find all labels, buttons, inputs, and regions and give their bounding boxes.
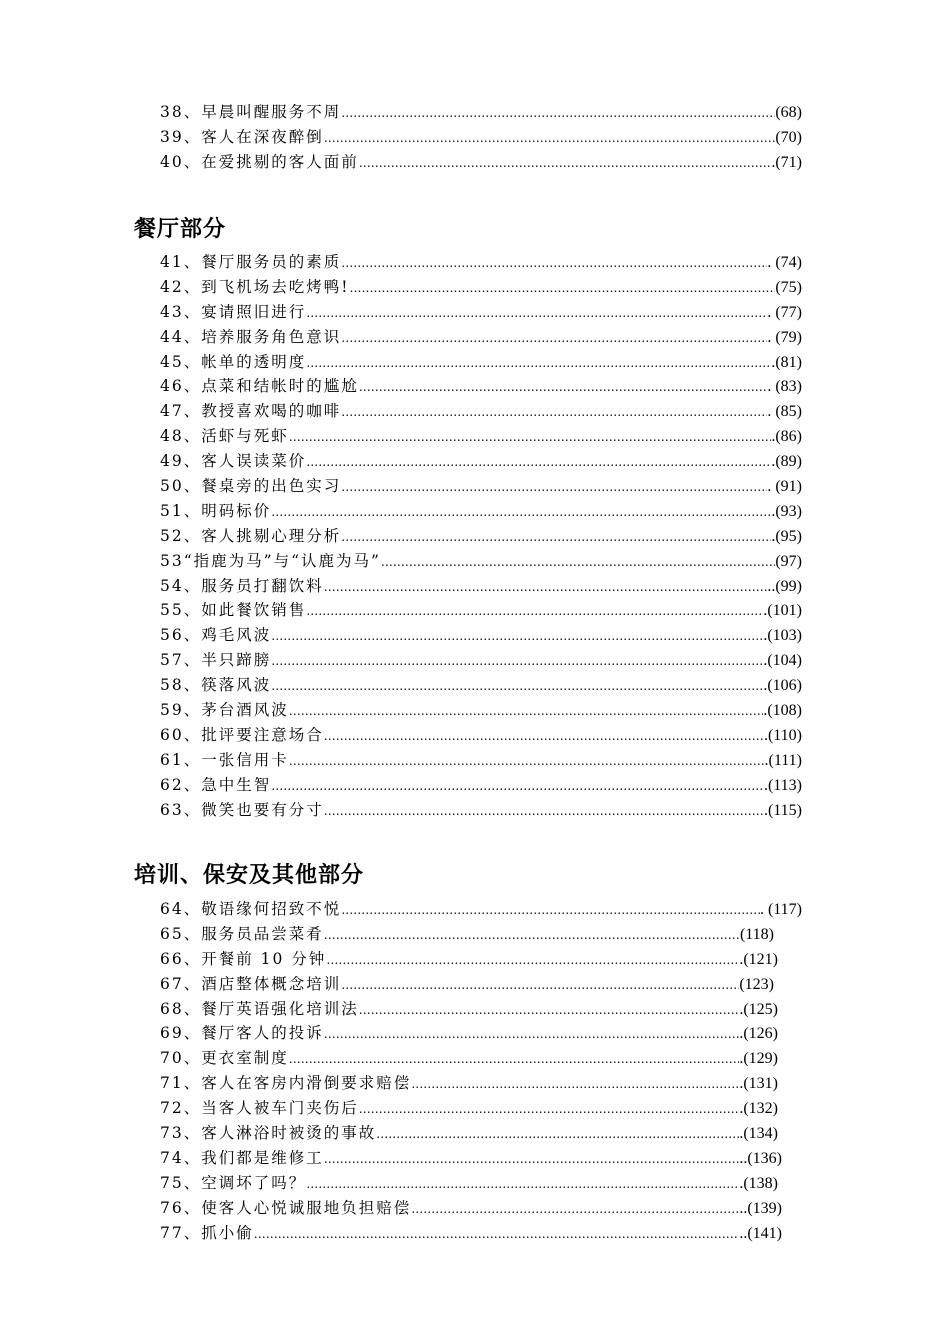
toc-entry xyxy=(160,424,802,449)
toc-entry-page: . (74) xyxy=(767,254,802,271)
toc-entry-title: 46、点菜和结帐时的尴尬 xyxy=(160,377,359,396)
toc-entry-page: .(108) xyxy=(763,702,802,720)
toc-entry xyxy=(160,474,802,499)
toc-leader-dots xyxy=(306,351,771,376)
toc-entry-title: 60、批评要注意场合 xyxy=(160,725,324,744)
toc-entry-page: . (83) xyxy=(767,378,802,396)
toc-entry-title: 76、使客人心悦诚服地负担赔偿 xyxy=(160,1198,412,1217)
toc-entry-title: 55、如此餐饮销售 xyxy=(160,601,307,620)
toc-leader-dots xyxy=(306,1172,739,1197)
toc-entry-title: 50、餐桌旁的出色实习 xyxy=(160,477,342,496)
toc-entry-title: 72、当客人被车门夹伤后 xyxy=(160,1099,359,1118)
toc-entry-title: 53“指鹿为马”与“认鹿为马” xyxy=(160,551,381,570)
toc-entry-page: .(126) xyxy=(739,1025,778,1043)
toc-entry-page: .(115) xyxy=(763,801,802,819)
toc-list-training-security xyxy=(160,897,802,1245)
toc-entry xyxy=(160,449,802,474)
toc-leader-dots xyxy=(271,500,771,525)
toc-entry-page: . (117) xyxy=(759,901,802,918)
toc-entry-title: 51、明码标价 xyxy=(160,501,272,520)
toc-entry-page: (75) xyxy=(775,278,802,296)
toc-leader-dots xyxy=(306,599,763,624)
toc-entry-page: .(134) xyxy=(739,1125,778,1143)
toc-entry xyxy=(160,673,802,698)
toc-entry-page: .(71) xyxy=(771,153,802,171)
toc-entry-title: 71、客人在客房内滑倒要求赔偿 xyxy=(160,1074,412,1093)
toc-entry-title: 73、客人淋浴时被烫的事故 xyxy=(160,1124,377,1143)
toc-entry-page: .(111) xyxy=(764,751,802,769)
toc-leader-dots xyxy=(341,101,775,126)
toc-leader-dots xyxy=(271,674,763,699)
toc-entry xyxy=(160,250,802,275)
toc-entry-title: 64、敬语缘何招致不悦 xyxy=(160,900,342,918)
toc-leader-dots xyxy=(324,1022,740,1047)
toc-entry xyxy=(160,275,802,300)
toc-entry-page: .(81) xyxy=(771,353,802,371)
toc-entry-page: .(125) xyxy=(739,1000,778,1018)
toc-entry-title: 61、一张信用卡 xyxy=(160,750,289,769)
toc-leader-dots xyxy=(341,973,739,998)
toc-entry-title: 65、服务员品尝菜肴 xyxy=(160,924,324,943)
toc-entry-title: 40、在爱挑剔的客人面前 xyxy=(160,152,359,171)
toc-entry-title: 74、我们都是维修工 xyxy=(160,1148,324,1167)
toc-entry-title: 63、微笑也要有分寸 xyxy=(160,800,324,819)
toc-entry-page: ..(139) xyxy=(739,1199,782,1217)
toc-entry-title: 75、空调坏了吗？ xyxy=(160,1173,307,1192)
toc-entry-title: 58、筷落风波 xyxy=(160,676,272,695)
toc-entry-title: 43、宴请照旧进行 xyxy=(160,302,307,321)
toc-entry xyxy=(160,947,778,972)
toc-leader-dots xyxy=(341,326,767,351)
toc-entry xyxy=(160,399,802,424)
toc-entry-page: ..(99) xyxy=(767,577,802,595)
toc-leader-dots xyxy=(324,724,764,749)
toc-entry-title: 57、半只蹄膀 xyxy=(160,651,272,670)
toc-list-restaurant xyxy=(160,250,802,822)
toc-leader-dots xyxy=(359,1097,740,1122)
toc-entry xyxy=(160,698,802,723)
toc-leader-dots xyxy=(411,1197,739,1222)
toc-entry-page: (97) xyxy=(775,552,802,570)
toc-entry-page: .(95) xyxy=(771,527,802,545)
toc-entry-page: .(138) xyxy=(739,1174,778,1192)
toc-entry-title: 47、教授喜欢喝的咖啡 xyxy=(160,402,342,421)
toc-entry-page: . (85) xyxy=(767,403,802,421)
toc-entry-page: .(106) xyxy=(763,677,802,695)
toc-entry xyxy=(160,125,802,150)
toc-entry xyxy=(160,773,802,798)
toc-entry-page: .(101) xyxy=(763,602,802,620)
toc-leader-dots xyxy=(289,425,772,450)
toc-leader-dots xyxy=(271,624,763,649)
toc-leader-dots xyxy=(359,375,768,400)
toc-entry xyxy=(160,997,778,1022)
toc-entry-page: . (79) xyxy=(767,328,802,346)
toc-entry-title: 52、客人挑剔心理分析 xyxy=(160,526,342,545)
toc-entry xyxy=(160,499,802,524)
toc-entry-page: .(131) xyxy=(739,1075,778,1093)
toc-leader-dots xyxy=(359,998,740,1023)
toc-entry-page: .(86) xyxy=(771,428,802,446)
toc-leader-dots xyxy=(306,301,767,326)
toc-entry xyxy=(160,598,802,623)
toc-entry xyxy=(160,748,802,773)
toc-entry xyxy=(160,1121,778,1146)
toc-leader-dots xyxy=(341,898,760,923)
toc-entry-title: 67、酒店整体概念培训 xyxy=(160,974,342,993)
toc-leader-dots xyxy=(324,923,740,948)
toc-entry xyxy=(160,574,802,599)
toc-entry-title: 70、更衣室制度 xyxy=(160,1049,289,1068)
toc-entry-title: 42、到飞机场去吃烤鸭! xyxy=(160,277,350,296)
toc-entry-page: .(93) xyxy=(771,502,802,520)
toc-entry xyxy=(160,100,802,125)
section-title-training-security: 培训、保安及其他部分 xyxy=(134,863,365,888)
toc-entry xyxy=(160,1196,782,1221)
toc-entry-page: (70) xyxy=(775,128,802,146)
toc-entry xyxy=(160,623,802,648)
toc-entry-page: .(104) xyxy=(763,652,802,670)
toc-entry-title: 68、餐厅英语强化培训法 xyxy=(160,999,359,1018)
toc-leader-dots xyxy=(349,276,775,301)
toc-entry xyxy=(160,549,802,574)
toc-entry xyxy=(160,300,802,325)
toc-entry-title: 41、餐厅服务员的素质 xyxy=(160,253,342,271)
toc-entry-title: 59、茅台酒风波 xyxy=(160,701,289,720)
toc-entry-title: 49、客人误读菜价 xyxy=(160,452,307,471)
toc-entry xyxy=(160,374,802,399)
toc-entry-page: .(129) xyxy=(739,1050,778,1068)
toc-entry-title: 77、抓小偷 xyxy=(160,1223,254,1242)
toc-leader-dots xyxy=(326,948,739,973)
toc-leader-dots xyxy=(324,575,768,600)
toc-entry-title: 39、客人在深夜醉倒 xyxy=(160,127,324,146)
toc-entry-page: ..(136) xyxy=(739,1149,782,1167)
toc-leader-dots xyxy=(359,151,772,176)
toc-entry-title: 56、鸡毛风波 xyxy=(160,626,272,645)
toc-entry xyxy=(160,648,802,673)
toc-leader-dots xyxy=(289,749,765,774)
toc-entry-page: ..(141) xyxy=(739,1224,782,1242)
toc-entry xyxy=(160,1171,778,1196)
toc-list-intro xyxy=(160,100,802,175)
toc-entry-page: (123) xyxy=(739,975,774,993)
toc-entry-page: .(110) xyxy=(763,726,802,744)
toc-leader-dots xyxy=(306,450,771,475)
toc-entry-page: .(132) xyxy=(739,1100,778,1118)
toc-leader-dots xyxy=(324,799,764,824)
section-title-restaurant: 餐厅部分 xyxy=(134,217,227,242)
toc-leader-dots xyxy=(341,525,771,550)
toc-entry xyxy=(160,1071,778,1096)
toc-entry-page: (68) xyxy=(775,104,802,121)
toc-leader-dots xyxy=(271,774,764,799)
toc-leader-dots xyxy=(324,1147,740,1172)
toc-entry xyxy=(160,1221,782,1246)
toc-entry xyxy=(160,150,802,175)
toc-leader-dots xyxy=(376,1122,739,1147)
toc-leader-dots xyxy=(289,699,764,724)
toc-entry-title: 44、培养服务角色意识 xyxy=(160,327,342,346)
toc-entry-title: 45、帐单的透明度 xyxy=(160,352,307,371)
toc-entry xyxy=(160,524,802,549)
toc-entry-page: (118) xyxy=(739,925,774,943)
toc-entry-title: 38、早晨叫醒服务不周 xyxy=(160,103,342,121)
toc-entry-page: .(103) xyxy=(763,627,802,645)
toc-entry xyxy=(160,1021,778,1046)
toc-entry-page: . (77) xyxy=(767,303,802,321)
toc-entry-title: 54、服务员打翻饮料 xyxy=(160,576,324,595)
toc-entry-page: .(89) xyxy=(771,453,802,471)
toc-entry xyxy=(160,972,774,997)
toc-leader-dots xyxy=(271,649,763,674)
toc-entry-title: 69、餐厅客人的投诉 xyxy=(160,1024,324,1043)
toc-entry xyxy=(160,325,802,350)
toc-entry-title: 62、急中生智 xyxy=(160,775,272,794)
toc-entry xyxy=(160,1146,782,1171)
toc-entry xyxy=(160,922,774,947)
toc-entry-page: .(113) xyxy=(763,776,802,794)
toc-leader-dots xyxy=(324,126,776,151)
toc-leader-dots xyxy=(254,1222,740,1247)
toc-leader-dots xyxy=(341,251,767,276)
toc-leader-dots xyxy=(341,475,767,500)
toc-entry xyxy=(160,350,802,375)
toc-leader-dots xyxy=(341,400,767,425)
toc-leader-dots xyxy=(381,550,775,575)
toc-leader-dots xyxy=(411,1072,739,1097)
toc-entry-title: 66、开餐前 10 分钟 xyxy=(160,949,327,968)
toc-entry-page: . (91) xyxy=(767,478,802,496)
toc-entry xyxy=(160,897,802,922)
toc-entry-title: 48、活虾与死虾 xyxy=(160,427,289,446)
toc-entry xyxy=(160,723,802,748)
toc-leader-dots xyxy=(289,1047,740,1072)
toc-entry xyxy=(160,798,802,823)
toc-entry-page: .(121) xyxy=(739,950,778,968)
toc-entry xyxy=(160,1096,778,1121)
toc-entry xyxy=(160,1046,778,1071)
